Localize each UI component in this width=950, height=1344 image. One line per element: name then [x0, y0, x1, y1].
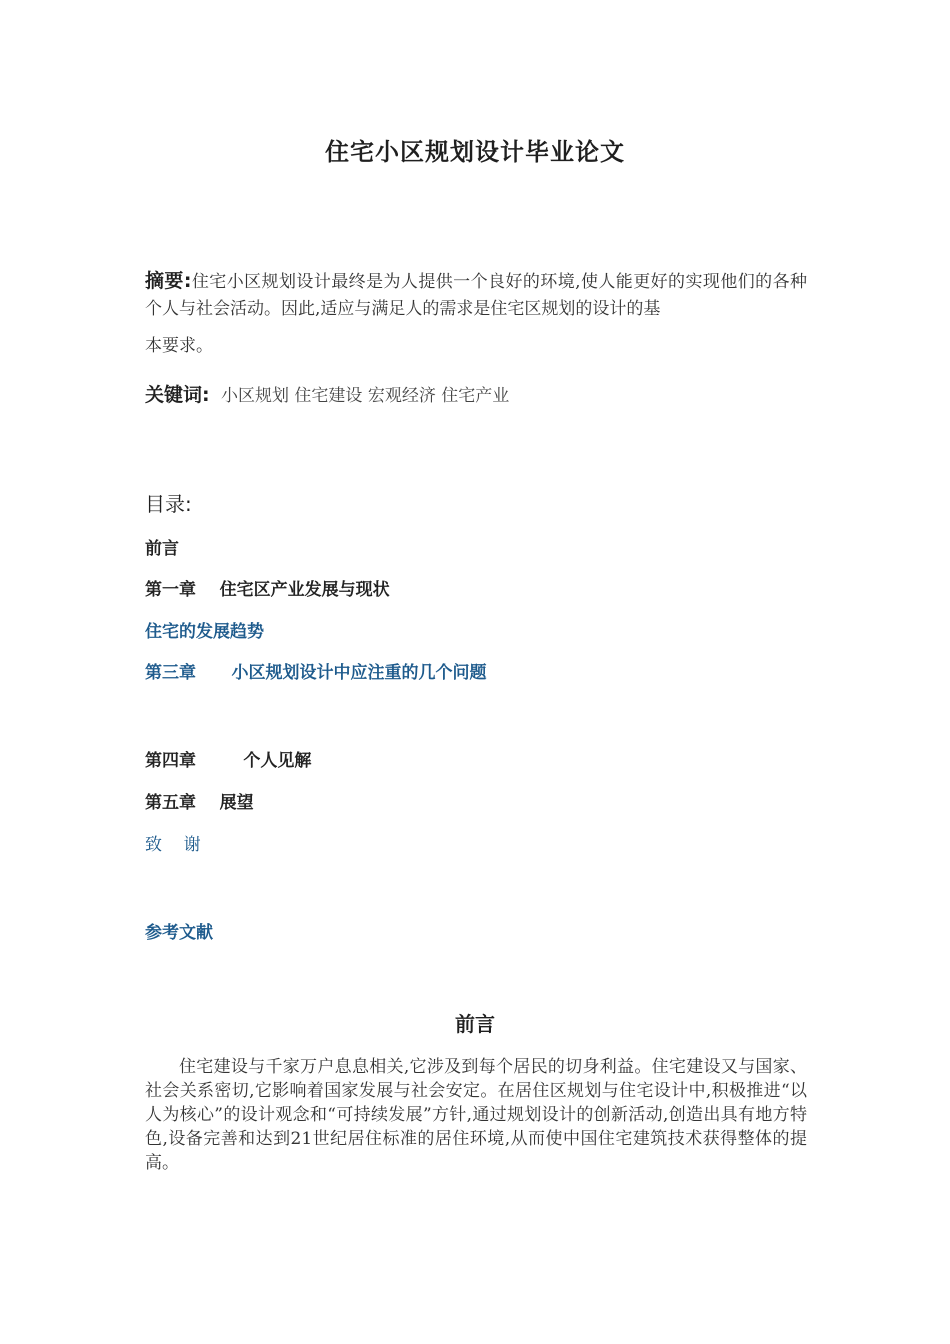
toc-item-acknowledgements[interactable]: 致 谢 [145, 835, 201, 855]
abstract-text-last-line: 本要求。 [145, 336, 213, 356]
toc-item-chapter-5[interactable]: 第五章 展望 [145, 793, 254, 813]
toc-item-chapter-3[interactable]: 第三章 小区规划设计中应注重的几个问题 [145, 663, 487, 683]
keywords-label: 关键词: [145, 384, 210, 406]
toc-item-chapter-4[interactable]: 第四章 个人见解 [145, 751, 312, 771]
document-title: 住宅小区规划设计毕业论文 [325, 138, 625, 166]
toc-item-housing-trends[interactable]: 住宅的发展趋势 [145, 622, 264, 642]
keywords-line [145, 380, 509, 407]
abstract-paragraph [145, 268, 807, 360]
abstract-text: 住宅小区规划设计最终是为人提供一个良好的环境,使人能更好的实现他们的各种个人与社会活动。因此,适应与满足人的需求是住宅区规划的设计的基 [145, 272, 807, 319]
preface-heading: 前言 [455, 1012, 495, 1036]
abstract-label: 摘要: [145, 270, 192, 292]
toc-item-chapter-1[interactable]: 第一章 住宅区产业发展与现状 [145, 580, 390, 600]
toc-heading: 目录: [145, 492, 192, 516]
toc-item-references[interactable]: 参考文献 [145, 923, 213, 943]
preface-body: 住宅建设与千家万户息息相关,它涉及到每个居民的切身利益。住宅建设又与国家、社会关系密切,它影响着国家发展与社会安定。在居住区规划与住宅设计中,积极推进“以人为核心”的设计观念和“可持续发展”方针,通过规划设计的创新活动,创造出具有地方特色,设备完善和达到21世纪居住标准的居住环境,从而使中国住宅建筑技术获得整体的提高。 [145, 1057, 807, 1173]
toc-item-preface[interactable]: 前言 [145, 539, 179, 559]
keywords-text: 小区规划 住宅建设 宏观经济 住宅产业 [221, 386, 510, 406]
